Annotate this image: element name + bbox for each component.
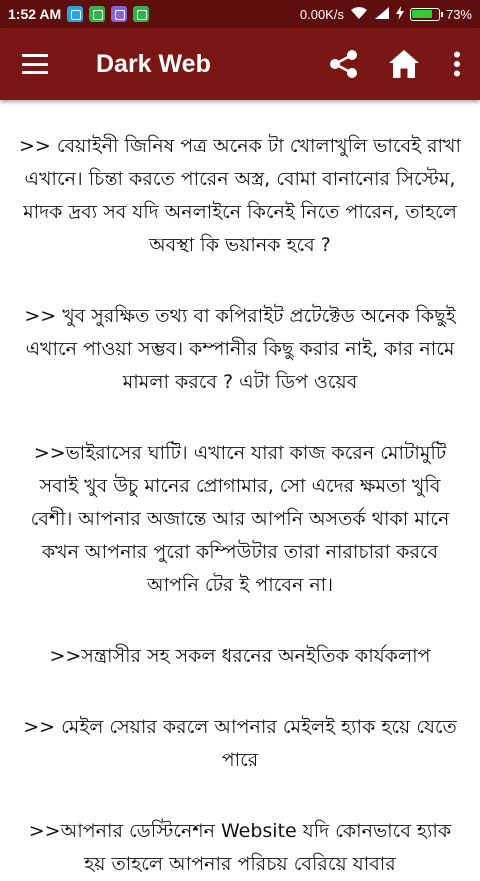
paragraph-4: >>সন্ত্রাসীর সহ সকল ধরনের অনইতিক কার্যকলাপ [49,645,431,667]
status-bar-right [300,6,472,23]
status-bar-left [8,6,149,22]
share-icon [328,48,360,80]
paragraph-6: >>আপনার ডেস্টিনেশন Website যদি কোনভাবে হ্যাক হয় তাহলে আপনার পরিচয় বেরিয়ে যাবার [28,820,452,875]
wifi-icon [350,6,368,23]
hamburger-icon [22,54,48,74]
status-time: 1:52 AM [8,6,62,22]
paragraph-5: >> মেইল সেয়ার করলে আপনার মেইলই হ্যাক হয়ে যেতে পারে [23,716,457,771]
share-button[interactable] [314,28,374,100]
charging-icon [396,6,404,23]
paragraph-3: >>ভাইরাসের ঘাটি। এখানে যারা কাজ করেন মোটামুটি সবাই খুব উচু মানের প্রোগামার, সো এদের ক্ষমতা খুবি বেশী। আপনার অজান্তে আর আপনি অসতর্ক থাকা মানে কখন আপনার পুরো কম্পিউটার তারা নারাচারা করবে আপনি টের ই পাবেন না। [30,442,450,596]
more-vert-icon [453,51,461,77]
android-icon [133,6,149,22]
shield-icon [67,6,83,22]
paragraph-2: >> খুব সুরক্ষিত তথ্য বা কপিরাইট প্রটেক্টেড অনেক কিছুই এখানে পাওয়া সম্ভব। কম্পানীর কিছু করার নাই, কার নামে মামলা করবে ? এটা ডিপ ওয়েব [24,305,456,393]
home-icon [388,49,420,79]
menu-button[interactable] [0,28,70,100]
more-options-button[interactable] [434,28,480,100]
sim-icon [89,6,105,22]
paragraph-1: >> বেয়াইনী জিনিষ পত্র অনেক টা খোলাখুলি ভাবেই রাখা এখানে। চিন্তা করতে পারেন অস্ত্র, বোমা বানানোর সিস্টেম, মাদক দ্রব্য সব যদি অনলাইনে কিনেই নিতে পারেন, তাহলে অবস্থা কি ভয়ানক হবে ? [18,135,462,256]
app-bar [0,28,480,100]
signal-icon [374,6,390,23]
battery-level: 73% [445,6,472,22]
battery-icon [410,8,440,21]
home-button[interactable] [374,28,434,100]
network-speed: 0.00K/s [299,6,344,22]
page-title: Dark Web [96,49,211,78]
notes-icon [111,6,127,22]
status-bar [0,0,480,28]
article-content[interactable] [0,100,480,875]
